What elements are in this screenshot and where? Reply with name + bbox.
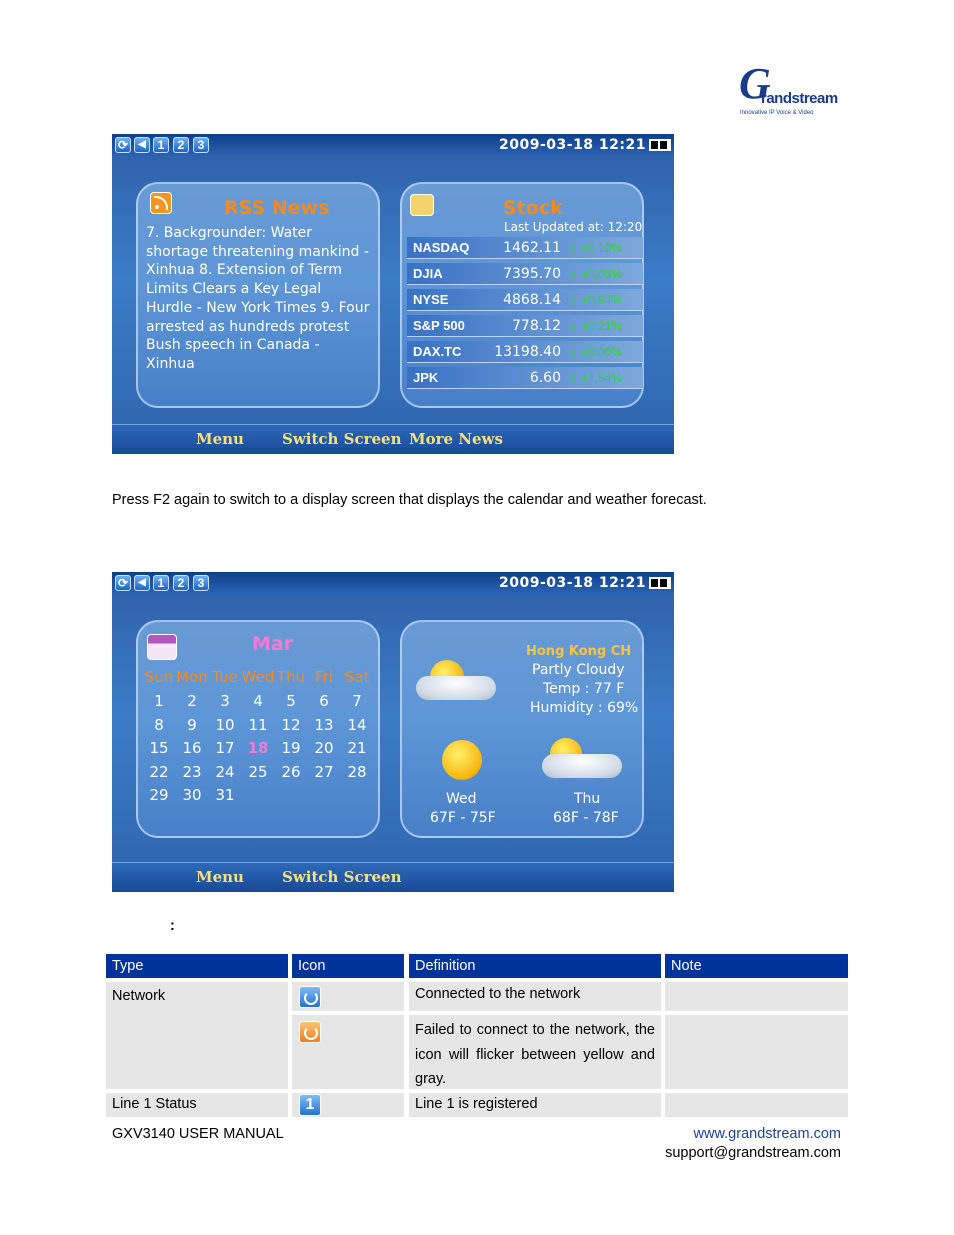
- header-icon: Icon: [292, 954, 404, 978]
- stock-title: Stock: [503, 197, 563, 219]
- rss-news-text: 7. Backgrounder: Water shortage threatening mankind - Xinhua 8. Extension of Term Limits Clears a Key Legal Hurdle - New York Times 9. Four arrested as hundreds protest Bush speech in Canada - Xinhua: [146, 225, 370, 372]
- stock-name: NYSE: [413, 292, 449, 307]
- status-bar: [112, 572, 674, 594]
- stock-last-updated: Last Updated at: 12:20: [504, 220, 643, 234]
- footer-support-email[interactable]: support@grandstream.com: [665, 1145, 841, 1161]
- calendar-day: 16: [182, 739, 202, 757]
- stock-change: +0.94%: [581, 293, 623, 307]
- definition-text: Connected to the network: [415, 986, 581, 1002]
- switch-screen-softkey[interactable]: Switch Screen: [282, 430, 402, 448]
- forecast-cloud-icon: [542, 754, 622, 778]
- weather-location: Hong Kong CH: [526, 644, 632, 659]
- stock-name: DAX.TC: [413, 344, 462, 359]
- line-3-icon: 3: [193, 575, 209, 591]
- stock-name: JPK: [413, 370, 439, 385]
- calendar-day: 14: [347, 715, 367, 734]
- rss-icon: [150, 192, 172, 214]
- up-arrow-icon: ↑: [569, 292, 576, 308]
- header-note: Note: [665, 954, 848, 978]
- stock-row: [407, 263, 643, 285]
- rss-title: RSS News: [224, 197, 330, 219]
- stock-change: +0.10%: [581, 241, 623, 255]
- calendar-day: 30: [182, 786, 202, 804]
- stock-value: 1462.11: [503, 240, 561, 256]
- line-1-registered-icon: 1: [299, 1094, 321, 1116]
- line-1-icon: 1: [153, 137, 169, 153]
- menu-softkey[interactable]: Menu: [196, 430, 244, 448]
- stock-change: +0.08%: [581, 267, 623, 281]
- grandstream-logo: [737, 59, 838, 120]
- type-label: Network: [112, 988, 166, 1004]
- network-icon: ⟳: [115, 575, 131, 591]
- battery-icon: [649, 139, 671, 151]
- type-label: Line 1 Status: [112, 1096, 197, 1112]
- status-datetime: 2009-03-18 12:21: [499, 137, 646, 153]
- softkey-bar: [112, 862, 674, 892]
- weekday-header: Fri: [315, 668, 333, 686]
- calendar-day: 5: [286, 692, 296, 710]
- screenshot-rss-stock: [112, 134, 674, 454]
- stock-change: +1.54%: [581, 371, 623, 385]
- stock-name: NASDAQ: [413, 240, 470, 255]
- calendar-month: Mar: [252, 633, 294, 655]
- volume-icon: ◀: [134, 575, 150, 591]
- calendar-day: 6: [319, 692, 329, 710]
- line-2-icon: 2: [173, 137, 189, 153]
- weekday-header: Wed: [241, 668, 275, 686]
- stock-chart-icon: [410, 194, 434, 216]
- calendar-day: 21: [347, 739, 367, 757]
- stock-row: [407, 315, 643, 337]
- calendar-day: 22: [149, 762, 169, 781]
- calendar-day: 24: [215, 762, 235, 781]
- up-arrow-icon: ↑: [569, 344, 576, 360]
- calendar-day: 20: [314, 739, 334, 757]
- weather-condition: Partly Cloudy: [532, 662, 625, 678]
- menu-softkey[interactable]: Menu: [196, 868, 244, 886]
- calendar-day: 27: [314, 762, 334, 781]
- network-connected-icon: [299, 986, 321, 1008]
- up-arrow-icon: ↑: [569, 370, 576, 386]
- stock-row: [407, 341, 643, 363]
- line-1-icon: 1: [153, 575, 169, 591]
- header-type: Type: [106, 954, 288, 978]
- cell-type: [106, 1093, 288, 1117]
- calendar-day: 26: [281, 762, 301, 781]
- stock-value: 778.12: [512, 318, 561, 334]
- calendar-day: 2: [187, 692, 197, 710]
- forecast-day: Thu: [574, 791, 601, 807]
- cell-note: [665, 1015, 848, 1089]
- calendar-day: 15: [149, 739, 169, 757]
- definition-text: Line 1 is registered: [415, 1096, 538, 1112]
- footer-manual-title: GXV3140 USER MANUAL: [112, 1126, 284, 1142]
- stock-value: 7395.70: [503, 266, 561, 282]
- calendar-day: 28: [347, 762, 367, 781]
- screenshot-calendar-weather: [112, 572, 674, 892]
- calendar-day: 7: [352, 692, 362, 710]
- stock-value: 4868.14: [503, 292, 561, 308]
- forecast-range: 68F - 78F: [553, 810, 619, 826]
- section-colon: :: [170, 918, 175, 934]
- stock-name: S&P 500: [413, 318, 465, 333]
- logo-wordmark: randstream: [761, 90, 838, 107]
- calendar-day: 8: [154, 715, 164, 734]
- calendar-day: 17: [215, 739, 235, 757]
- cell-definition: [409, 982, 661, 1011]
- stock-name: DJIA: [413, 266, 443, 281]
- more-news-softkey[interactable]: More News: [409, 430, 503, 448]
- calendar-day: 1: [154, 692, 164, 710]
- weekday-header: Sun: [144, 668, 174, 686]
- stock-row: [407, 367, 643, 389]
- calendar-day: 10: [215, 715, 235, 734]
- weather-temp: Temp : 77 F: [543, 681, 625, 697]
- logo-letter: G: [739, 59, 771, 108]
- stock-change: +0.00%: [581, 345, 623, 359]
- header-definition: Definition: [409, 954, 661, 978]
- calendar-day: 11: [248, 715, 268, 734]
- sunny-icon: [442, 740, 482, 780]
- calendar-day: 31: [215, 786, 235, 804]
- status-bar: [112, 134, 674, 156]
- network-icon: ⟳: [115, 137, 131, 153]
- calendar-day: 13: [314, 715, 334, 734]
- calendar-day: 4: [253, 692, 263, 710]
- weekday-header: Thu: [276, 668, 306, 686]
- calendar-icon: [147, 634, 177, 660]
- cell-note: [665, 1093, 848, 1117]
- line-2-icon: 2: [173, 575, 189, 591]
- logo-tagline: Innovative IP Voice & Video: [740, 110, 814, 116]
- network-failed-icon: [299, 1021, 321, 1043]
- calendar-day: 9: [187, 715, 197, 734]
- calendar-day: 18: [247, 739, 269, 757]
- calendar-day: 3: [220, 692, 230, 710]
- cell-type-network: [106, 982, 288, 1089]
- calendar-day: 19: [281, 739, 301, 757]
- stock-value: 6.60: [529, 370, 561, 386]
- volume-icon: ◀: [134, 137, 150, 153]
- calendar-day: 25: [248, 762, 268, 781]
- status-datetime: 2009-03-18 12:21: [499, 575, 646, 591]
- cell-icon: [292, 982, 404, 1011]
- calendar-day: 12: [281, 715, 301, 734]
- definition-text: Failed to connect to the network, the icon will flicker between yellow and gray.: [415, 1022, 655, 1087]
- stock-row: [407, 237, 643, 259]
- switch-screen-softkey[interactable]: Switch Screen: [282, 868, 402, 886]
- caption-text: Press F2 again to switch to a display screen that displays the calendar and weather forecast.: [112, 492, 707, 508]
- up-arrow-icon: ↑: [569, 240, 576, 256]
- up-arrow-icon: ↑: [569, 266, 576, 282]
- line-3-icon: 3: [193, 137, 209, 153]
- weekday-header: Tue: [212, 668, 238, 686]
- cell-icon: [292, 1015, 404, 1089]
- cell-note: [665, 982, 848, 1011]
- stock-value: 13198.40: [494, 344, 561, 360]
- weekday-header: Mon: [176, 668, 208, 686]
- stock-row: [407, 289, 643, 311]
- up-arrow-icon: ↑: [569, 318, 576, 334]
- calendar-day: 29: [149, 786, 169, 804]
- weather-humidity: Humidity : 69%: [530, 700, 639, 716]
- partly-cloudy-cloud-icon: [416, 676, 496, 700]
- cell-icon: [292, 1093, 404, 1117]
- calendar-day: 23: [182, 762, 202, 781]
- battery-icon: [649, 577, 671, 589]
- cell-definition: [409, 1015, 661, 1089]
- forecast-day: Wed: [446, 791, 477, 807]
- forecast-range: 67F - 75F: [430, 810, 496, 826]
- weekday-header: Sat: [344, 668, 370, 686]
- cell-definition: [409, 1093, 661, 1117]
- footer-website-link[interactable]: www.grandstream.com: [693, 1126, 841, 1142]
- softkey-bar: [112, 424, 674, 454]
- stock-change: +0.21%: [581, 319, 623, 333]
